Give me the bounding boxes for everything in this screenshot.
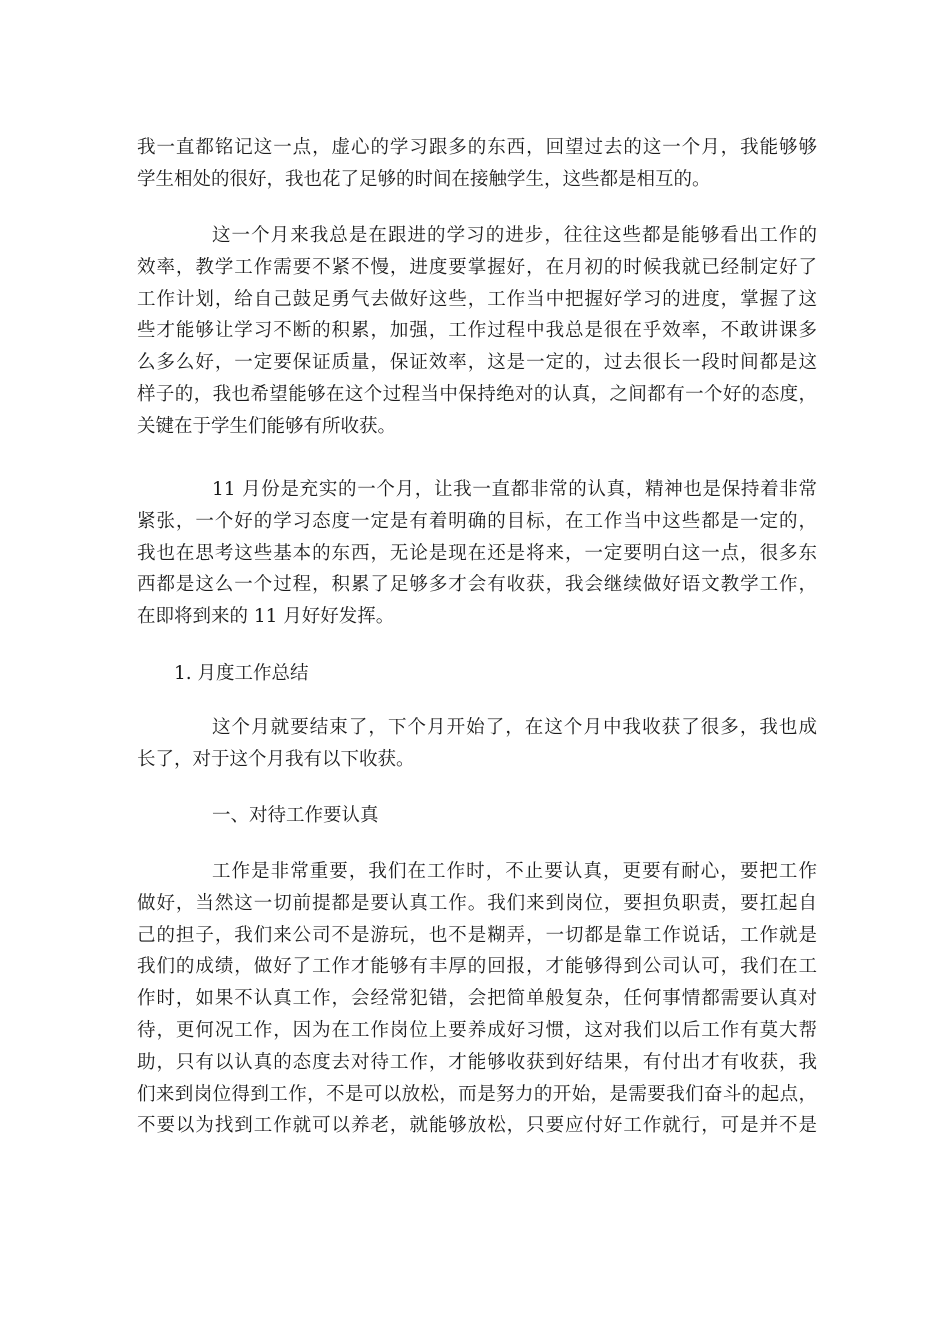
subsection-heading: 一、对待工作要认真 [212, 805, 379, 826]
text-line: 在即将到来的 11 月好好发挥。 [137, 606, 395, 628]
paragraph-5 [137, 712, 817, 776]
paragraph-2 [137, 220, 817, 443]
text-line: 效率，教学工作需要不紧不慢，进度要掌握好，在月初的时候我就已经制定好了 [137, 256, 817, 278]
text-line: 待，更何况工作，因为在工作岗位上要养成好习惯，这对我们以后工作有莫大帮 [137, 1019, 817, 1041]
text-line: 作时，如果不认真工作，会经常犯错，会把简单般复杂，任何事情都需要认真对 [137, 988, 817, 1010]
text-line: 我一直都铭记这一点，虚心的学习跟多的东西，回望过去的这一个月，我能够够 [137, 137, 817, 158]
text-line: 们来到岗位得到工作，不是可以放松，而是努力的开始，是需要我们奋斗的起点， [137, 1083, 817, 1105]
text-line: 长了，对于这个月我有以下收获。 [137, 748, 415, 770]
text-line: 么多么好，一定要保证质量，保证效率，这是一定的，过去很长一段时间都是这 [137, 352, 817, 374]
text-line: 学生相处的很好，我也花了足够的时间在接触学生，这些都是相互的。 [137, 168, 711, 190]
paragraph-1 [137, 132, 817, 196]
text-line: 不要以为找到工作就可以养老，就能够放松，只要应付好工作就行，可是并不是 [137, 1115, 817, 1137]
text-line: 这一个月来我总是在跟进的学习的进步，往往这些都是能够看出工作的 [212, 225, 817, 246]
paragraph-3 [137, 474, 817, 633]
text-line: 工作是非常重要，我们在工作时，不止要认真，更要有耐心，要把工作 [212, 861, 817, 882]
text-line: 11 月份是充实的一个月，让我一直都非常的认真，精神也是保持着非常 [212, 479, 817, 500]
text-line: 西都是这么一个过程，积累了足够多才会有收获，我会继续做好语文教学工作， [137, 574, 817, 596]
text-line: 关键在于学生们能够有所收获。 [137, 415, 397, 437]
text-line: 做好，当然这一切前提都是要认真工作。我们来到岗位，要担负职责，要扛起自 [137, 892, 817, 914]
text-line: 我们的成绩，做好了工作才能够有丰厚的回报，才能够得到公司认可，我们在工 [137, 956, 817, 978]
text-line: 这个月就要结束了，下个月开始了，在这个月中我收获了很多，我也成 [212, 717, 817, 738]
text-line: 紧张，一个好的学习态度一定是有着明确的目标，在工作当中这些都是一定的， [137, 510, 817, 532]
section-heading: 1. 月度工作总结 [174, 663, 309, 684]
text-line: 样子的，我也希望能够在这个过程当中保持绝对的认真，之间都有一个好的态度， [137, 383, 817, 405]
text-line: 助，只有以认真的态度去对待工作，才能够收获到好结果，有付出才有收获，我 [137, 1051, 817, 1073]
paragraph-7 [137, 856, 817, 1142]
text-line: 己的担子，我们来公司不是游玩，也不是糊弄，一切都是靠工作说话，工作就是 [137, 924, 817, 946]
text-line: 我也在思考这些基本的东西，无论是现在还是将来，一定要明白这一点，很多东 [137, 542, 817, 564]
text-line: 工作计划，给自己鼓足勇气去做好这些，工作当中把握好学习的进度，掌握了这 [137, 288, 817, 310]
text-line: 些才能够让学习不断的积累，加强，工作过程中我总是很在乎效率，不敢讲课多 [137, 320, 817, 342]
